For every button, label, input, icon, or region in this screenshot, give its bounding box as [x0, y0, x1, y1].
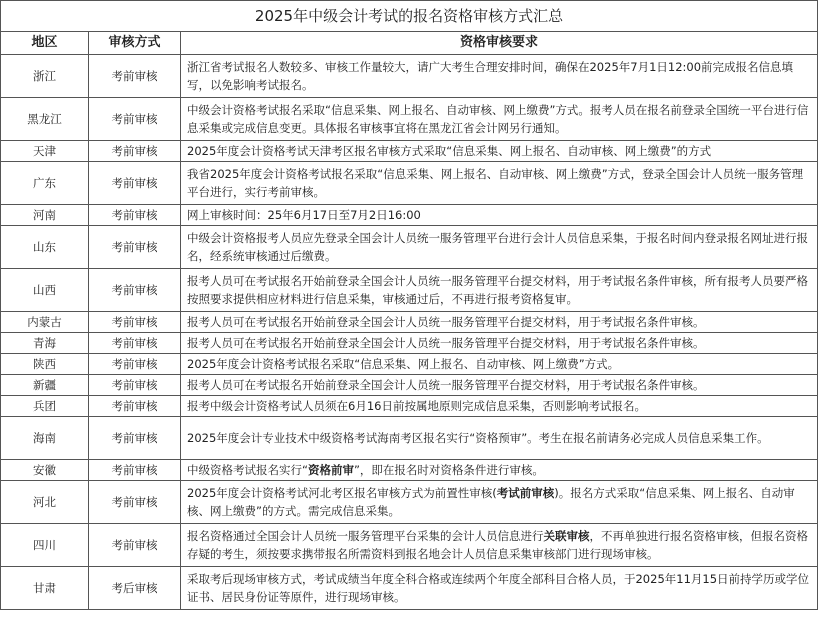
table-row [1, 417, 818, 460]
cell-region: 四川 [1, 524, 89, 567]
cell-region: 山东 [1, 226, 89, 269]
header-method: 审核方式 [89, 32, 181, 55]
title-row [1, 1, 818, 32]
requirement-text: 网上审核时间：25年6月17日至7月2日16:00 [187, 208, 421, 222]
requirement-text: )。报名方式采取“信息采集、网上报名、自动审核、网上缴费”的方式。需完成信息采集。 [187, 486, 795, 518]
cell-region: 兵团 [1, 396, 89, 417]
requirement-text: 2025年度会计资格考试报名采取“信息采集、网上报名、自动审核、网上缴费”方式。 [187, 357, 620, 371]
cell-method: 考前审核 [89, 333, 181, 354]
requirement-text: 报考人员可在考试报名开始前登录全国会计人员统一服务管理平台提交材料，用于考试报名条件审核。 [187, 378, 705, 392]
table-row [1, 98, 818, 141]
cell-requirement [181, 333, 818, 354]
requirement-highlight: 资格前审 [307, 463, 354, 477]
cell-method: 考前审核 [89, 375, 181, 396]
cell-method: 考前审核 [89, 312, 181, 333]
cell-region: 新疆 [1, 375, 89, 396]
table-row [1, 460, 818, 481]
table-row [1, 269, 818, 312]
cell-method: 考前审核 [89, 354, 181, 375]
cell-region: 青海 [1, 333, 89, 354]
cell-requirement [181, 375, 818, 396]
cell-region: 天津 [1, 141, 89, 162]
requirement-text: 中级资格考试报名实行“ [187, 463, 308, 477]
requirement-text: 2025年度会计资格考试天津考区报名审核方式采取“信息采集、网上报名、自动审核、网上缴费”的方式 [187, 144, 712, 158]
cell-requirement [181, 205, 818, 226]
cell-region: 河北 [1, 481, 89, 524]
table-row [1, 354, 818, 375]
table-row [1, 55, 818, 98]
cell-region: 安徽 [1, 460, 89, 481]
table-title: 2025年中级会计考试的报名资格审核方式汇总 [1, 1, 818, 32]
cell-region: 山西 [1, 269, 89, 312]
cell-region: 河南 [1, 205, 89, 226]
cell-requirement [181, 481, 818, 524]
requirement-highlight: 关联审核 [543, 529, 590, 543]
cell-requirement [181, 55, 818, 98]
requirement-text: 中级会计资格报考人员应先登录全国会计人员统一服务管理平台进行会计人员信息采集，于报名时间内登录报名网址进行报名，经系统审核通过后缴费。 [187, 231, 808, 263]
cell-method: 考前审核 [89, 141, 181, 162]
cell-method: 考前审核 [89, 98, 181, 141]
table-row [1, 396, 818, 417]
cell-method: 考前审核 [89, 524, 181, 567]
cell-method: 考前审核 [89, 55, 181, 98]
table-row [1, 141, 818, 162]
requirement-text: 报考人员可在考试报名开始前登录全国会计人员统一服务管理平台提交材料，用于考试报名条件审核。 [187, 336, 705, 350]
cell-method: 考前审核 [89, 205, 181, 226]
cell-requirement [181, 226, 818, 269]
cell-region: 内蒙古 [1, 312, 89, 333]
cell-method: 考后审核 [89, 567, 181, 610]
table-row [1, 205, 818, 226]
requirement-text: 2025年度会计专业技术中级资格考试海南考区报名实行“资格预审”。考生在报名前请务必完成人员信息采集工作。 [187, 431, 769, 445]
table-body [1, 55, 818, 610]
table-row [1, 567, 818, 610]
requirement-text: 2025年度会计资格考试河北考区报名审核方式为前置性审核( [187, 486, 497, 500]
cell-requirement [181, 567, 818, 610]
requirement-text: 报考人员可在考试报名开始前登录全国会计人员统一服务管理平台提交材料，用于考试报名条件审核，所有报考人员要严格按照要求提供相应材料进行信息采集，审核通过后，不再进行报考资格复审。 [187, 274, 808, 306]
cell-requirement [181, 524, 818, 567]
requirement-text: 采取考后现场审核方式，考试成绩当年度全科合格或连续两个年度全部科目合格人员，于2025年11月15日前持学历或学位证书、居民身份证等原件，进行现场审核。 [187, 572, 810, 604]
table-row [1, 375, 818, 396]
cell-method: 考前审核 [89, 417, 181, 460]
cell-requirement [181, 269, 818, 312]
table-row [1, 481, 818, 524]
cell-requirement [181, 396, 818, 417]
header-requirement: 资格审核要求 [181, 32, 818, 55]
cell-region: 浙江 [1, 55, 89, 98]
cell-region: 海南 [1, 417, 89, 460]
requirement-text: 报考中级会计资格考试人员须在6月16日前按属地原则完成信息采集，否则影响考试报名。 [187, 399, 646, 413]
header-row [1, 32, 818, 55]
cell-method: 考前审核 [89, 269, 181, 312]
cell-requirement [181, 312, 818, 333]
requirement-text: 浙江省考试报名人数较多、审核工作量较大，请广大考生合理安排时间，确保在2025年7月1日12:00前完成报名信息填写，以免影响考试报名。 [187, 60, 794, 92]
cell-region: 广东 [1, 162, 89, 205]
cell-requirement [181, 162, 818, 205]
cell-region: 陕西 [1, 354, 89, 375]
cell-method: 考前审核 [89, 226, 181, 269]
cell-requirement [181, 460, 818, 481]
requirement-text: 报考人员可在考试报名开始前登录全国会计人员统一服务管理平台提交材料，用于考试报名条件审核。 [187, 315, 705, 329]
requirement-text: 中级会计资格考试报名采取“信息采集、网上报名、自动审核、网上缴费”方式。报考人员在报名前登录全国统一平台进行信息采集或完成信息变更。具体报名审核事宜将在黑龙江省会计网另行通知。 [187, 103, 809, 135]
header-region: 地区 [1, 32, 89, 55]
table-row [1, 524, 818, 567]
cell-method: 考前审核 [89, 396, 181, 417]
cell-requirement [181, 354, 818, 375]
cell-requirement [181, 417, 818, 460]
cell-requirement [181, 98, 818, 141]
table-row [1, 333, 818, 354]
requirement-text: 我省2025年度会计资格考试报名采取“信息采集、网上报名、自动审核、网上缴费”方式，登录全国会计人员统一服务管理平台进行，实行考前审核。 [187, 167, 804, 199]
cell-region: 黑龙江 [1, 98, 89, 141]
requirement-text: ，不再单独进行报名资格审核，但报名资格存疑的考生，须按要求携带报名所需资料到报名地会计人员信息采集审核部门进行现场审核。 [187, 529, 808, 561]
cell-requirement [181, 141, 818, 162]
requirement-text: ”，即在报名时对资格条件进行审核。 [353, 463, 544, 477]
table-row [1, 312, 818, 333]
requirement-highlight: 考试前审核 [496, 486, 555, 500]
table-row [1, 162, 818, 205]
cell-method: 考前审核 [89, 481, 181, 524]
cell-method: 考前审核 [89, 162, 181, 205]
requirement-text: 报名资格通过全国会计人员统一服务管理平台采集的会计人员信息进行 [187, 529, 544, 543]
table-row [1, 226, 818, 269]
cell-region: 甘肃 [1, 567, 89, 610]
cell-method: 考前审核 [89, 460, 181, 481]
